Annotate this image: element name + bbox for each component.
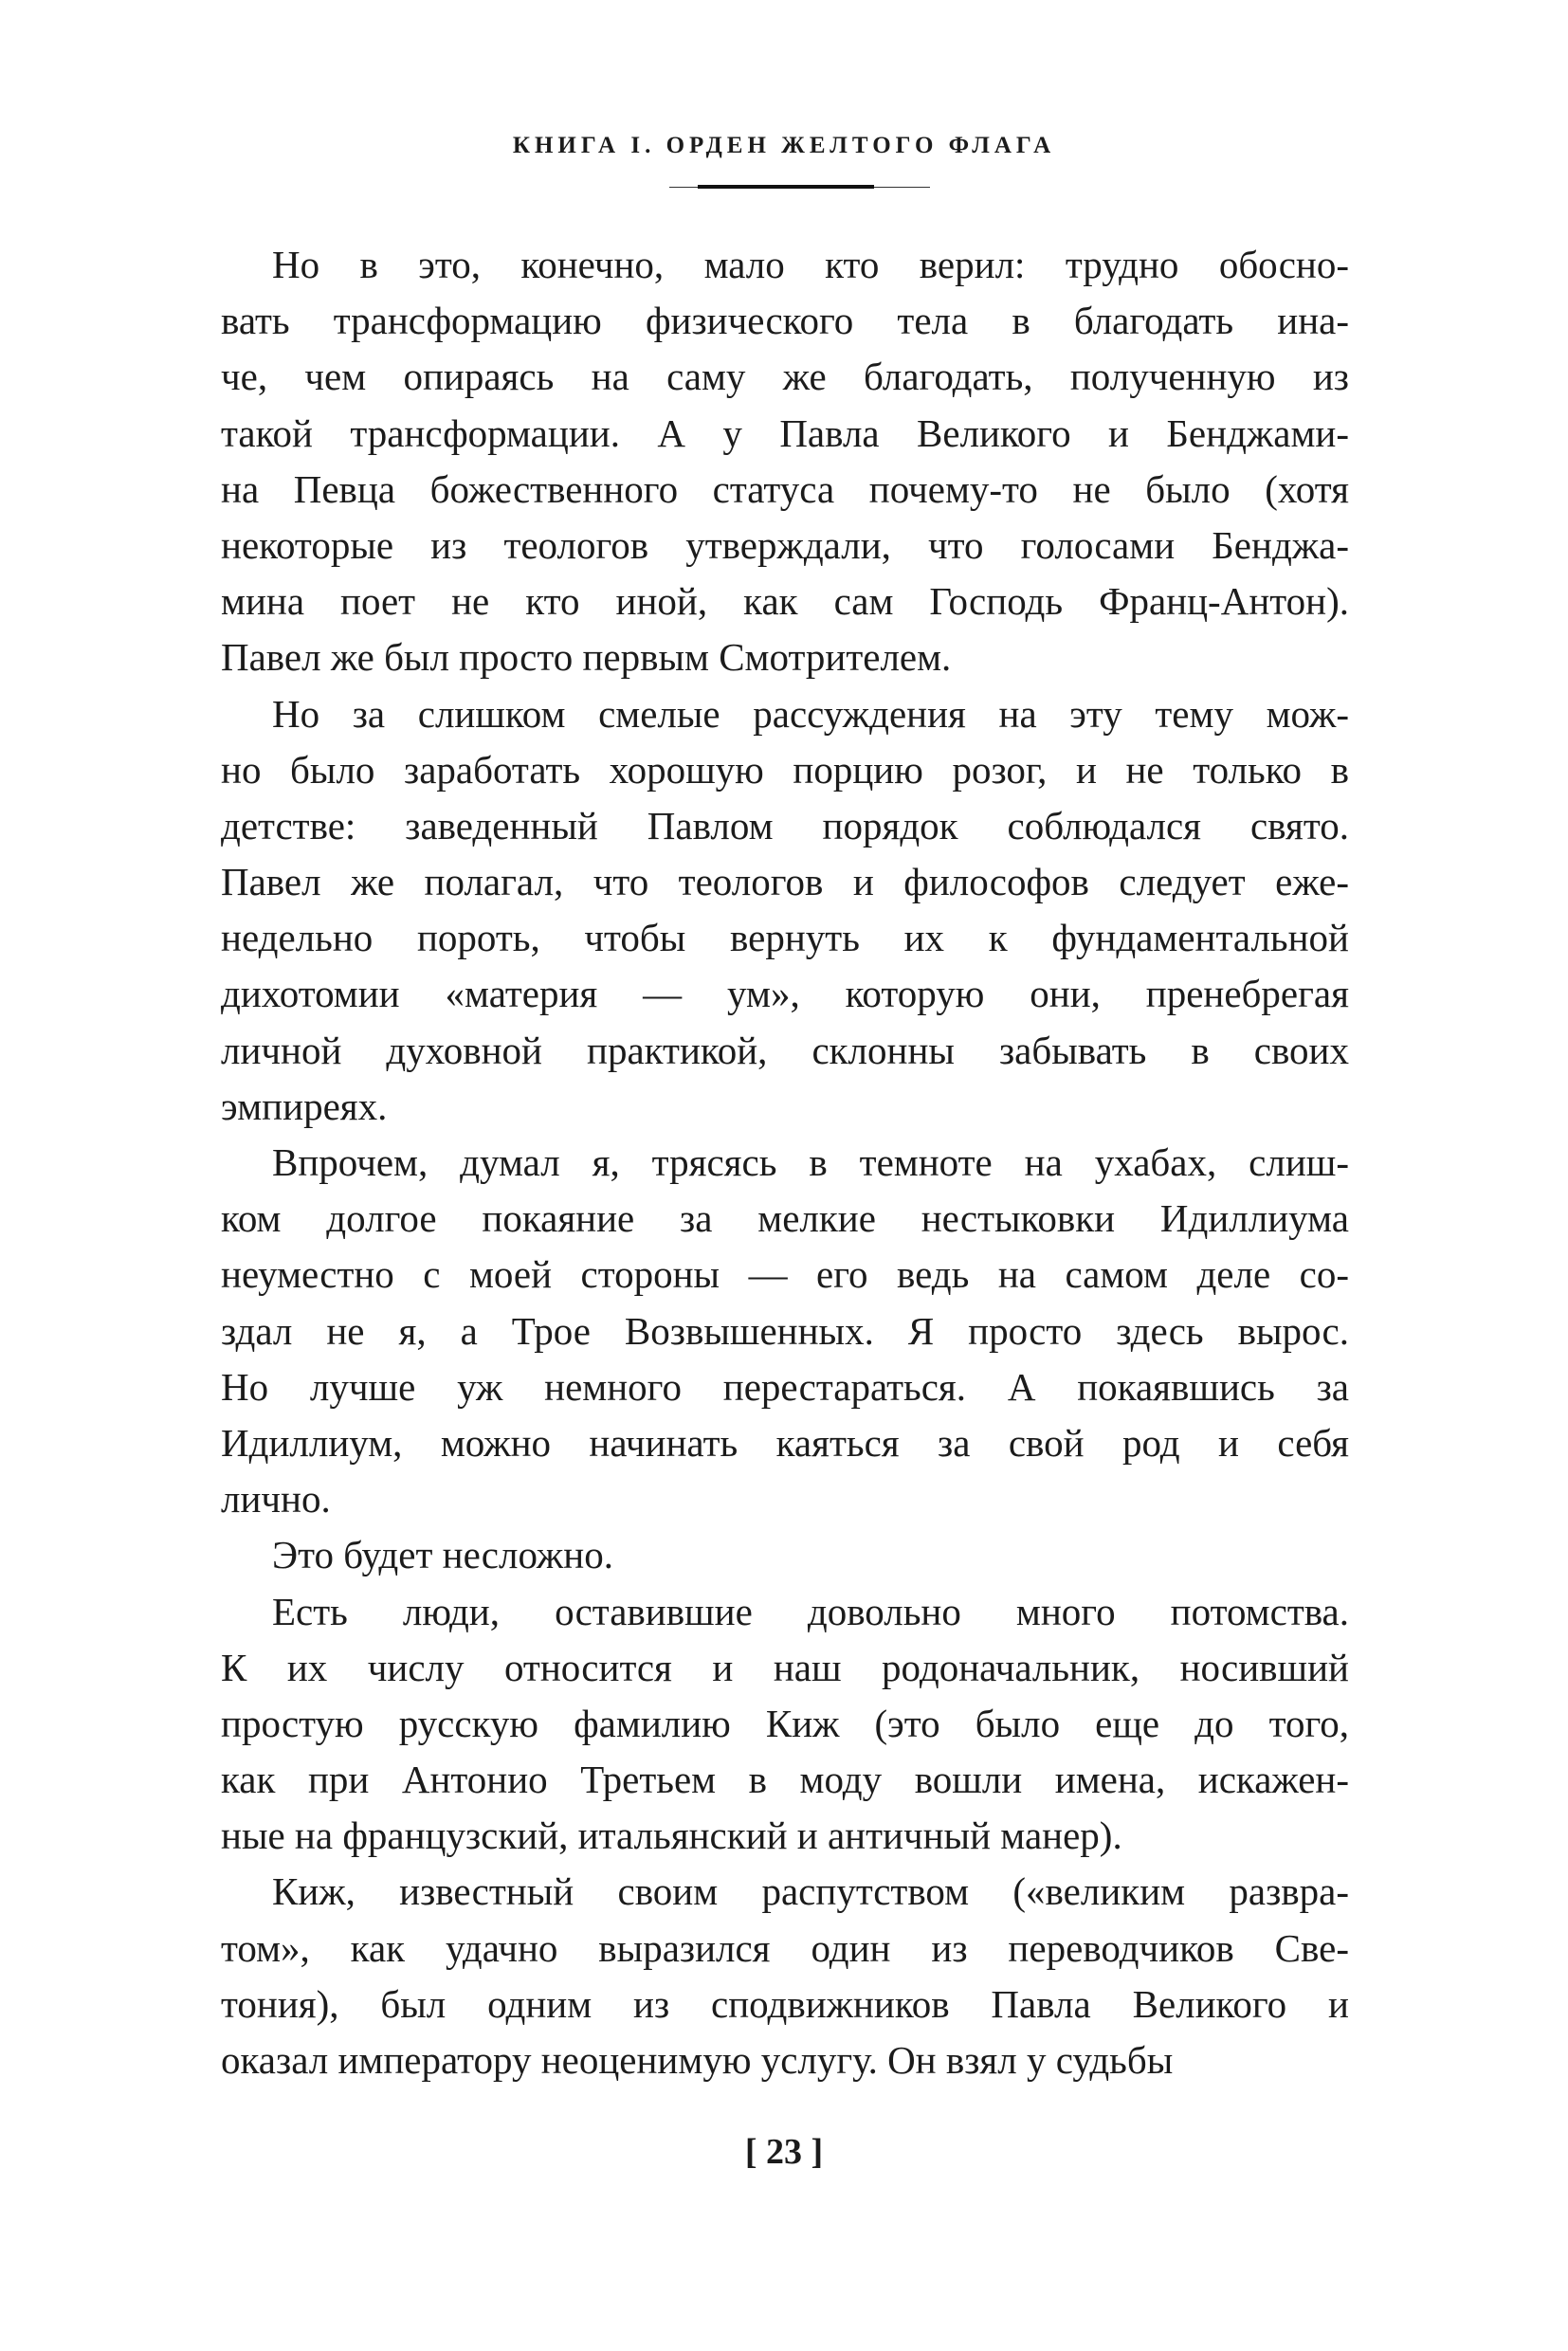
page-number: [ 23 ]	[744, 2132, 824, 2172]
paragraph	[221, 1135, 1349, 1527]
text-line: Впрочем, думал я, трясясь в темноте на ухабах, слиш-	[272, 1140, 1349, 1184]
text-line: Идиллиум, можно начинать каяться за свой род и себя	[221, 1420, 1349, 1465]
text-line: некоторые из теологов утверждали, что голосами Бенджа-	[221, 522, 1349, 567]
text-line: личной духовной практикой, склонны забывать в своих	[221, 1028, 1349, 1072]
body-text	[221, 237, 1349, 2088]
text-line: Павел же полагал, что теологов и философов следует еже-	[221, 860, 1349, 904]
text-line: простую русскую фамилию Киж (это было еще до того,	[221, 1701, 1349, 1745]
text-line: К их числу относится и наш родоначальник, носивший	[221, 1645, 1349, 1689]
text-line: Есть люди, оставившие довольно много потомства.	[272, 1589, 1349, 1633]
text-line: как при Антонио Третьем в моду вошли имена, искажен-	[221, 1758, 1349, 1802]
text-line: неуместно с моей стороны — его ведь на самом деле со-	[221, 1252, 1349, 1297]
text-line: Павел же был просто первым Смотрителем.	[221, 635, 952, 680]
text-line: мина поет не кто иной, как сам Господь Франц-Антон).	[221, 579, 1349, 624]
text-line: Но лучше уж немного перестараться. А покаявшись за	[221, 1364, 1349, 1409]
paragraph	[221, 686, 1349, 1136]
text-line: Киж, известный своим распутством («великим развра-	[272, 1869, 1349, 1914]
text-line: оказал императору неоценимую услугу. Он взял у судьбы	[221, 2038, 1174, 2082]
text-line: но было заработать хорошую порцию розог, и не только в	[221, 747, 1349, 792]
text-line: ные на французский, итальянский и античный манер).	[221, 1813, 1122, 1858]
text-line: эмпиреях.	[221, 1084, 388, 1128]
text-line: Это будет несложно.	[272, 1533, 613, 1577]
text-line: Но в это, конечно, мало кто верил: трудно обосно-	[272, 243, 1349, 286]
text-line: че, чем опираясь на саму же благодать, полученную из	[221, 355, 1349, 399]
paragraph	[221, 1864, 1349, 2088]
text-line: вать трансформацию физического тела в благодать ина-	[221, 299, 1349, 343]
text-line: лично.	[221, 1477, 331, 1522]
text-line: недельно пороть, чтобы вернуть их к фундаментальной	[221, 916, 1349, 960]
running-head-rule-accent	[698, 185, 874, 189]
text-line: такой трансформации. А у Павла Великого и Бенджами-	[221, 410, 1349, 455]
text-line: ком долгое покаяние за мелкие нестыковки Идиллиума	[221, 1196, 1349, 1241]
paragraph	[221, 237, 1349, 686]
text-line: детстве: заведенный Павлом порядок соблюдался свято.	[221, 803, 1349, 847]
text-line: дихотомии «материя — ум», которую они, пренебрегая	[221, 972, 1349, 1016]
text-line: здал не я, а Трое Возвышенных. Я просто здесь вырос.	[221, 1308, 1349, 1353]
text-line: на Певца божественного статуса почему-то не было (хотя	[221, 466, 1349, 511]
running-head: КНИГА I. ОРДЕН ЖЕЛТОГО ФЛАГА	[512, 133, 1056, 158]
paragraph	[221, 1584, 1349, 1865]
text-line: Но за слишком смелые рассуждения на эту тему мож-	[272, 691, 1349, 736]
paragraph	[221, 1527, 1349, 1583]
text-line: тония), был одним из сподвижников Павла Великого и	[221, 1981, 1349, 2026]
text-line: том», как удачно выразился один из переводчиков Све-	[221, 1925, 1349, 1970]
